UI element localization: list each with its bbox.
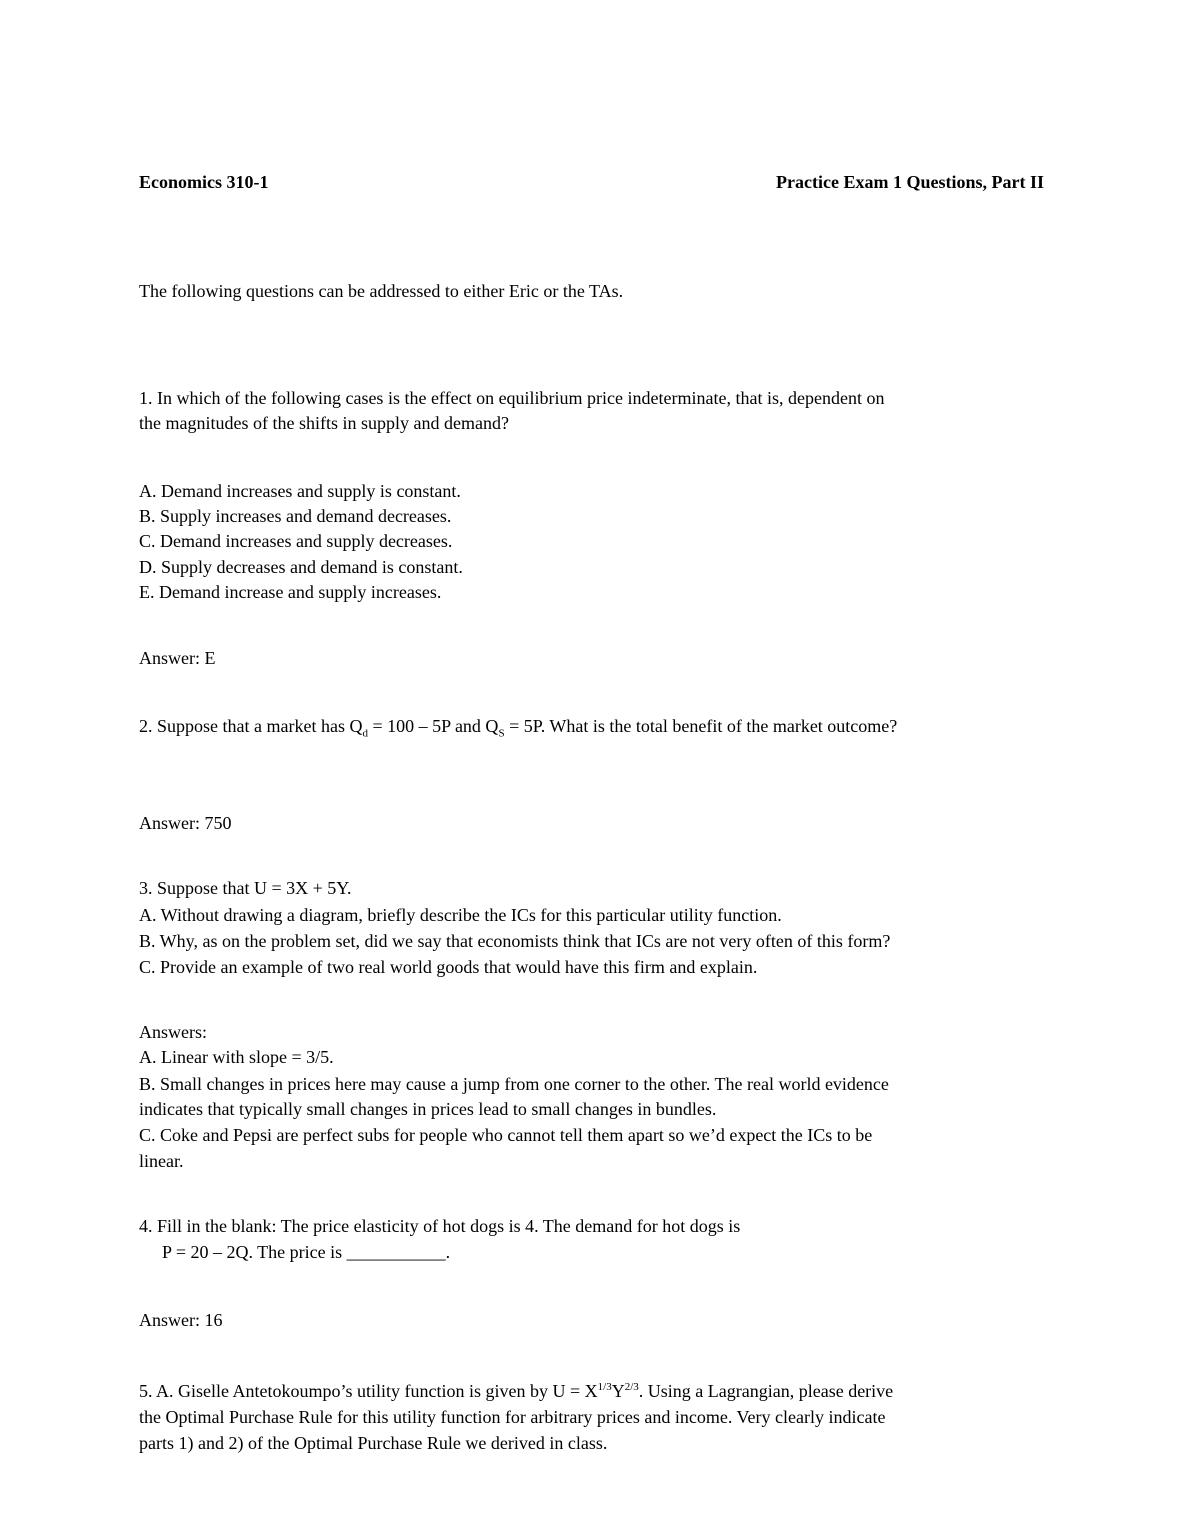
q2-text — [139, 715, 898, 740]
q1-text-line1: 1. In which of the following cases is the effect on equilibrium price indeterminate, that is, dependent on — [139, 388, 885, 408]
intro-text: The following questions can be addressed to either Eric or the TAs. — [139, 281, 624, 301]
q3-part-b: B. Why, as on the problem set, did we say that economists think that ICs are not very often of this form? — [139, 931, 891, 951]
q1-option-e: E. Demand increase and supply increases. — [139, 582, 442, 602]
q1-text-line2: the magnitudes of the shifts in supply and demand? — [139, 413, 509, 433]
q5-text-part1: 5. A. Giselle Antetokoumpo’s utility function is given by U = X — [139, 1381, 598, 1401]
q4-answer: Answer: 16 — [139, 1310, 223, 1330]
q3-answer-a: A. Linear with slope = 3/5. — [139, 1047, 334, 1067]
q3-answer-c-line2: linear. — [139, 1151, 184, 1171]
course-header: Economics 310-1 — [139, 172, 269, 192]
q1-option-b: B. Supply increases and demand decreases. — [139, 506, 452, 526]
q2-sub-s: S — [498, 727, 505, 740]
q3-answer-c-line1: C. Coke and Pepsi are perfect subs for people who cannot tell them apart so we’d expect the ICs to be — [139, 1125, 873, 1145]
q2-text-part2: = 100 – 5P and Q — [367, 716, 499, 736]
q2-sub-d: d — [362, 727, 368, 740]
q3-text: 3. Suppose that U = 3X + 5Y. — [139, 878, 352, 898]
q1-option-d: D. Supply decreases and demand is constant. — [139, 557, 463, 577]
q3-answers-label: Answers: — [139, 1022, 207, 1042]
q5-text-line2: the Optimal Purchase Rule for this utility function for arbitrary prices and income. Very clearly indicate — [139, 1407, 886, 1427]
q1-answer: Answer: E — [139, 648, 216, 668]
q3-part-c: C. Provide an example of two real world goods that would have this firm and explain. — [139, 957, 758, 977]
exam-title: Practice Exam 1 Questions, Part II — [776, 172, 1044, 192]
q2-answer: Answer: 750 — [139, 813, 232, 833]
q1-option-a: A. Demand increases and supply is constant. — [139, 481, 461, 501]
q3-answer-b-line1: B. Small changes in prices here may cause a jump from one corner to the other. The real world evidence — [139, 1074, 889, 1094]
q4-text-line2: P = 20 – 2Q. The price is ___________. — [162, 1242, 451, 1262]
q5-sup-y: 2/3 — [624, 1381, 639, 1393]
q2-text-part3: = 5P. What is the total benefit of the market outcome? — [504, 716, 898, 736]
q5-text-part2: Y — [611, 1381, 625, 1401]
q3-answer-b-line2: indicates that typically small changes in prices lead to small changes in bundles. — [139, 1099, 717, 1119]
q5-text-line3: parts 1) and 2) of the Optimal Purchase Rule we derived in class. — [139, 1433, 608, 1453]
q1-option-c: C. Demand increases and supply decreases. — [139, 531, 453, 551]
q2-text-part1: 2. Suppose that a market has Q — [139, 716, 363, 736]
q5-text-line1 — [139, 1380, 893, 1402]
q5-sup-x: 1/3 — [597, 1381, 612, 1393]
q5-text-part3: . Using a Lagrangian, please derive — [638, 1381, 894, 1401]
q4-text-line1: 4. Fill in the blank: The price elasticity of hot dogs is 4. The demand for hot dogs is — [139, 1216, 741, 1236]
q3-part-a: A. Without drawing a diagram, briefly describe the ICs for this particular utility function. — [139, 905, 782, 925]
